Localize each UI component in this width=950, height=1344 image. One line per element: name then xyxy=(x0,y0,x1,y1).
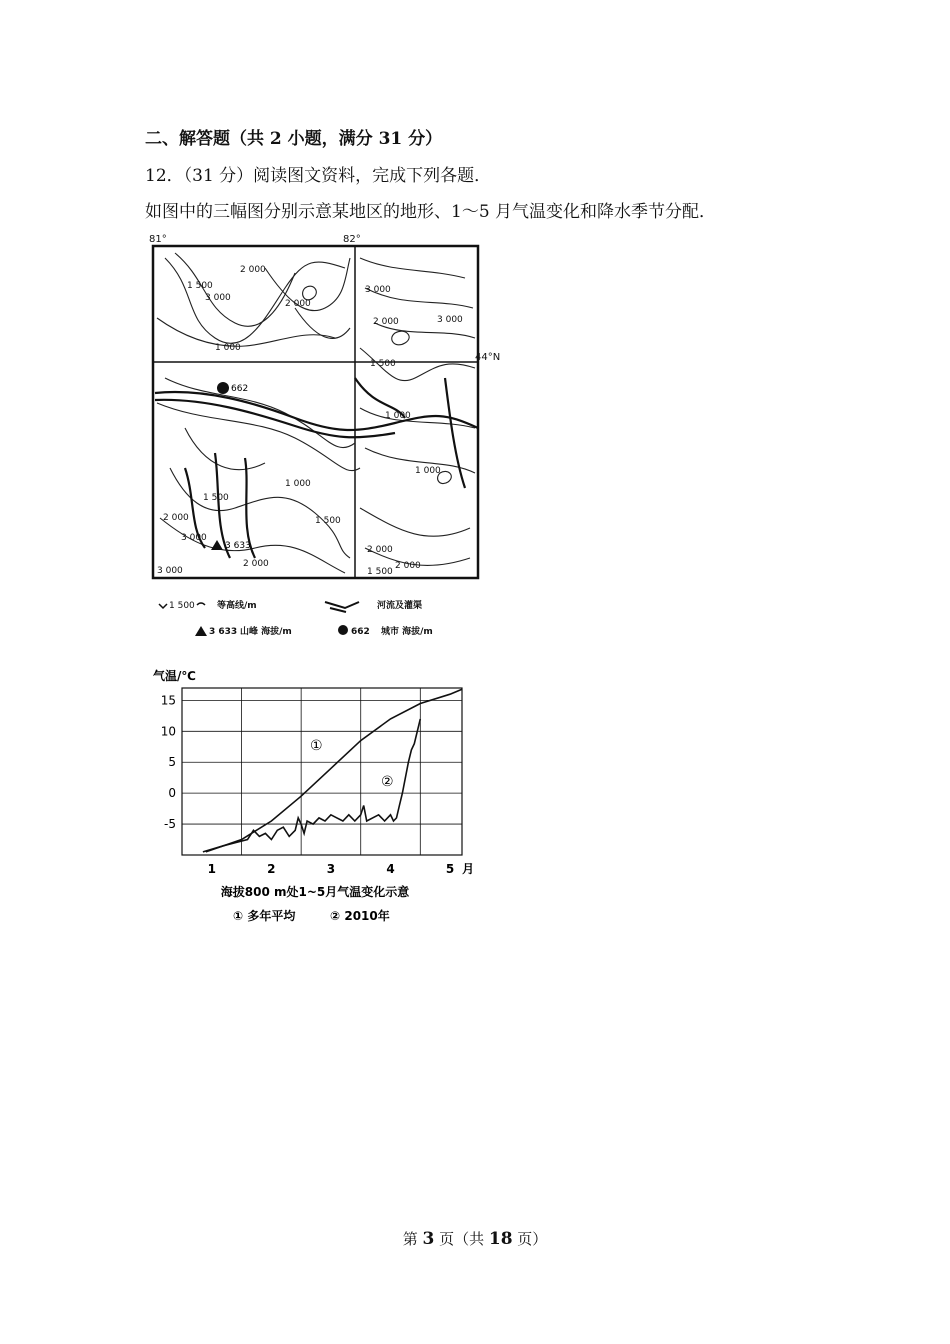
svg-text:2 000: 2 000 xyxy=(163,513,189,523)
city-legend-icon xyxy=(338,625,348,635)
svg-text:1 500: 1 500 xyxy=(187,281,213,291)
x-tick-label: 1 xyxy=(207,862,216,876)
svg-text:2 000: 2 000 xyxy=(367,545,393,555)
svg-text:1 500: 1 500 xyxy=(315,516,341,526)
svg-text:2 000: 2 000 xyxy=(240,265,266,275)
svg-text:3 000: 3 000 xyxy=(205,293,231,303)
lat-label-44n: 44°N xyxy=(475,352,501,363)
chart-ylabel: 气温/℃ xyxy=(153,669,196,683)
svg-text:3 000: 3 000 xyxy=(437,315,463,325)
x-unit-label: 月 xyxy=(462,862,475,876)
series-line-average xyxy=(206,689,462,852)
x-tick-label: 4 xyxy=(386,862,395,876)
svg-text:2 000: 2 000 xyxy=(285,299,311,309)
svg-text:1 000: 1 000 xyxy=(285,479,311,489)
legend-item-average: ① 多年平均 xyxy=(233,909,296,923)
page-number: 3 xyxy=(422,1229,435,1249)
series-marker-2: ② xyxy=(381,774,394,790)
svg-text:1 500: 1 500 xyxy=(367,567,393,577)
contour-legend-icon xyxy=(159,604,167,608)
city-label: 662 xyxy=(231,384,249,394)
river-legend-icon xyxy=(325,602,359,612)
y-tick-label: 10 xyxy=(160,724,176,739)
chart-title: 海拔800 m处1~5月气温变化示意 xyxy=(220,885,410,899)
svg-text:1 000: 1 000 xyxy=(415,466,441,476)
x-tick-label: 5 xyxy=(445,862,455,876)
svg-text:2 000: 2 000 xyxy=(243,559,269,569)
lon-label-82: 82° xyxy=(343,234,361,245)
x-tick-label: 2 xyxy=(267,862,276,876)
question-number-line: 12．（31 分）阅读图文资料，完成下列各题． xyxy=(145,166,492,186)
svg-text:3 000: 3 000 xyxy=(365,285,391,295)
x-tick-label: 3 xyxy=(326,862,336,876)
svg-text:城市 海拔/m: 城市 海拔/m xyxy=(381,627,433,637)
svg-text:1 000: 1 000 xyxy=(215,343,241,353)
svg-text:等高线/m: 等高线/m xyxy=(217,601,257,611)
y-tick-label: 0 xyxy=(168,786,176,801)
chart-grid xyxy=(182,688,462,855)
peak-marker xyxy=(211,540,223,550)
topographic-map xyxy=(145,228,525,648)
y-tick-label: -5 xyxy=(164,817,176,832)
page-footer: 第 3 页（共 18 页） xyxy=(402,1229,548,1249)
question-intro: 如图中的三幅图分别示意某地区的地形、1～5 月气温变化和降水季节分配． xyxy=(145,202,717,222)
y-tick-label: 5 xyxy=(168,755,176,770)
svg-text:1 500: 1 500 xyxy=(169,601,195,611)
map-legend xyxy=(159,599,433,637)
svg-text:3 000: 3 000 xyxy=(157,566,183,576)
series-marker-1: ① xyxy=(310,738,323,754)
peak-label: 3 633 xyxy=(225,541,251,551)
svg-text:3 633: 3 633 xyxy=(209,627,238,637)
peak-legend-icon xyxy=(195,626,207,636)
city-marker xyxy=(217,382,229,394)
svg-text:1 500: 1 500 xyxy=(203,493,229,503)
svg-text:1 000: 1 000 xyxy=(385,411,411,421)
page-total: 18 xyxy=(488,1229,513,1249)
svg-text:662: 662 xyxy=(351,627,370,637)
y-tick-label: 15 xyxy=(160,693,176,708)
svg-text:3 000: 3 000 xyxy=(181,533,207,543)
svg-text:1 500: 1 500 xyxy=(370,359,396,369)
temperature-chart xyxy=(145,662,485,932)
svg-text:河流及灌渠: 河流及灌渠 xyxy=(377,601,423,611)
svg-text:山峰 海拔/m: 山峰 海拔/m xyxy=(240,627,292,637)
section-heading: 二、解答题（共 2 小题，满分 31 分） xyxy=(145,129,443,149)
svg-text:2 000: 2 000 xyxy=(395,561,421,571)
legend-item-2010: ② 2010年 xyxy=(330,909,390,923)
lon-label-81: 81° xyxy=(149,234,167,245)
svg-text:2 000: 2 000 xyxy=(373,317,399,327)
